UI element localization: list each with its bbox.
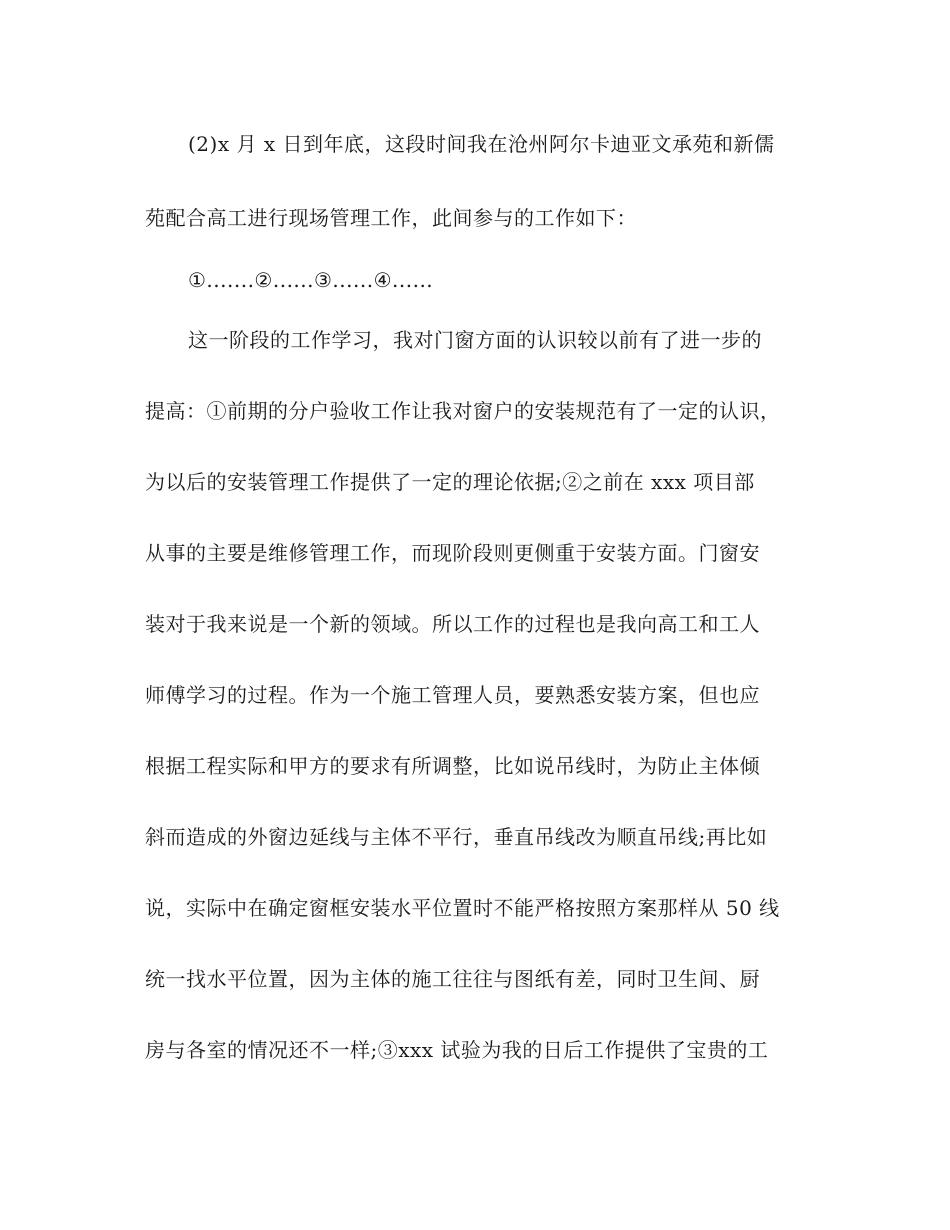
text-line-3: ①.......②......③......④......	[188, 268, 434, 292]
text-line-11: 斜而造成的外窗边延线与主体不平行，垂直吊线改为顺直吊线;再比如	[145, 825, 768, 849]
text-line-7: 从事的主要是维修管理工作，而现阶段则更侧重于安装方面。门窗安	[145, 541, 760, 565]
text-line-9: 师傅学习的过程。作为一个施工管理人员，要熟悉安装方案，但也应	[145, 683, 760, 707]
text-line-10: 根据工程实际和甲方的要求有所调整，比如说吊线时，为防止主体倾	[145, 754, 760, 778]
text-line-8: 装对于我来说是一个新的领域。所以工作的过程也是我向高工和工人	[145, 612, 760, 636]
text-line-6: 为以后的安装管理工作提供了一定的理论依据;②之前在 xxx 项目部	[145, 470, 755, 494]
text-line-4: 这一阶段的工作学习，我对门窗方面的认识较以前有了进一步的	[188, 328, 762, 352]
text-line-14: 房与各室的情况还不一样;③xxx 试验为我的日后工作提供了宝贵的工	[145, 1038, 769, 1062]
text-line-13: 统一找水平位置，因为主体的施工往往与图纸有差，同时卫生间、厨	[145, 967, 760, 991]
text-line-12: 说，实际中在确定窗框安装水平位置时不能严格按照方案那样从 50 线	[145, 896, 780, 920]
text-line-5: 提高：①前期的分户验收工作让我对窗户的安装规范有了一定的认识，	[145, 399, 781, 423]
text-line-1: (2)x 月 x 日到年底，这段时间我在沧州阿尔卡迪亚文承苑和新儒	[188, 132, 775, 156]
text-line-2: 苑配合高工进行现场管理工作，此间参与的工作如下：	[145, 206, 637, 230]
